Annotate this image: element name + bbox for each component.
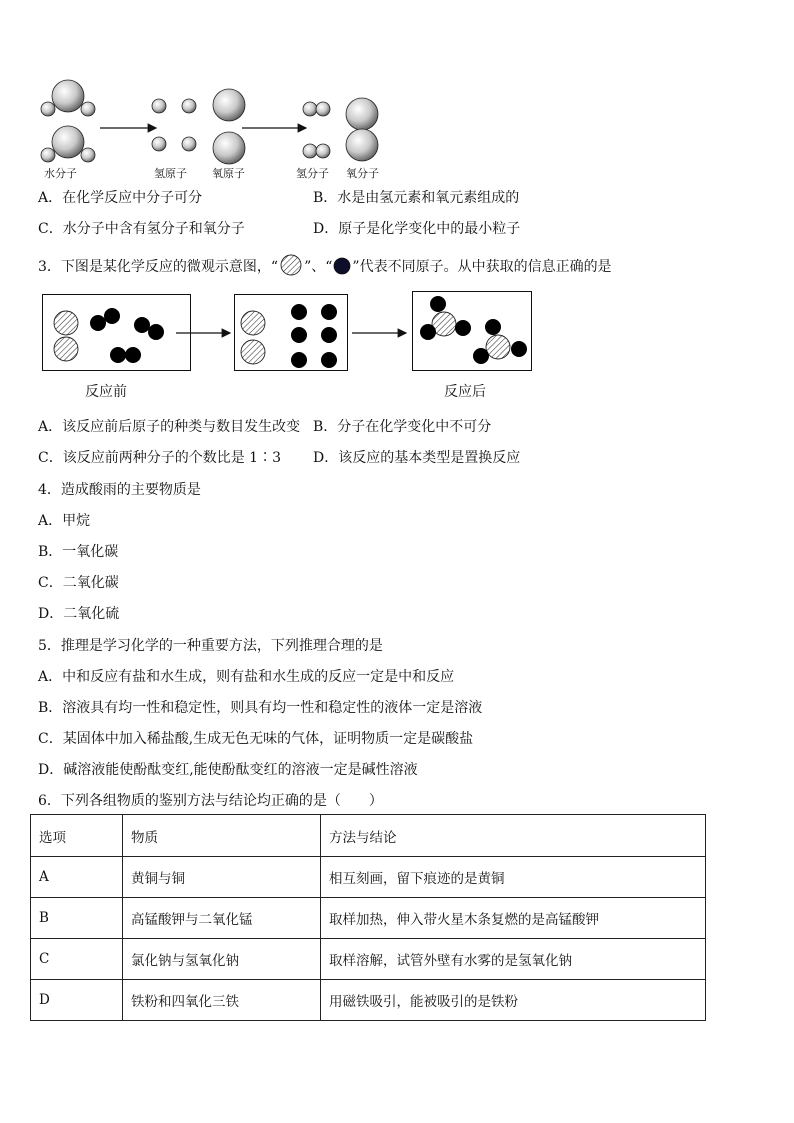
table-header-row <box>31 815 706 857</box>
label-h-molecule: 氢分子 <box>296 167 329 180</box>
q4-option-b: B．一氧化碳 <box>38 544 119 560</box>
label-before: 反应前 <box>85 384 127 400</box>
q4-option-a: A．甲烷 <box>38 513 91 529</box>
oxygen-atoms <box>213 89 245 164</box>
q3-option-d: D．该反应的基本类型是置换反应 <box>313 450 521 466</box>
q5-option-c: C．某固体中加入稀盐酸,生成无色无味的气体，证明物质一定是碳酸盐 <box>38 731 474 747</box>
table-row: A 黄铜与铜 相互刻画，留下痕迹的是黄铜 <box>31 857 706 898</box>
reaction-micro-diagram <box>40 288 540 403</box>
label-after: 反应后 <box>444 384 486 400</box>
q2-option-a: A．在化学反应中分子可分 <box>38 190 203 206</box>
q5-option-d: D．碱溶液能使酚酞变红,能使酚酞变红的溶液一定是碱性溶液 <box>38 762 418 778</box>
hydrogen-molecules <box>303 102 330 158</box>
hatched-atom-icon <box>278 254 304 276</box>
dark-atom-icon <box>332 256 352 276</box>
label-h-atom: 氢原子 <box>154 167 187 180</box>
q4-stem: 4．造成酸雨的主要物质是 <box>38 482 201 498</box>
q2-option-d: D．原子是化学变化中的最小粒子 <box>313 221 521 237</box>
q4-option-d: D．二氧化硫 <box>38 606 120 622</box>
table-row: B 高锰酸钾与二氧化锰 取样加热，伸入带火星木条复燃的是高锰酸钾 <box>31 898 706 939</box>
q6-stem: 6．下列各组物质的鉴别方法与结论均正确的是（ ） <box>38 793 383 809</box>
oxygen-molecule <box>346 98 378 161</box>
label-water: 水分子 <box>44 167 77 180</box>
header-option: 选项 <box>31 815 123 857</box>
table-row: D 铁粉和四氧化三铁 用磁铁吸引，能被吸引的是铁粉 <box>31 980 706 1021</box>
table-row: C 氯化钠与氢氧化钠 取样溶解，试管外壁有水雾的是氢氧化钠 <box>31 939 706 980</box>
header-method: 方法与结论 <box>321 815 706 857</box>
q3-option-c: C．该反应前两种分子的个数比是 1∶3 <box>38 450 281 466</box>
label-o-molecule: 氧分子 <box>346 167 379 180</box>
hydrogen-atoms <box>152 99 196 151</box>
q2-option-b: B．水是由氢元素和氧元素组成的 <box>313 190 520 206</box>
q3-option-a: A．该反应前后原子的种类与数目发生改变 <box>38 419 301 435</box>
q5-option-b: B．溶液具有均一性和稳定性，则具有均一性和稳定性的液体一定是溶液 <box>38 700 483 716</box>
water-decomposition-diagram <box>40 78 390 184</box>
label-o-atom: 氧原子 <box>212 167 245 180</box>
q3-option-b: B．分子在化学变化中不可分 <box>313 419 492 435</box>
q6-table <box>30 814 706 1021</box>
q5-option-a: A．中和反应有盐和水生成，则有盐和水生成的反应一定是中和反应 <box>38 669 455 685</box>
water-molecule-2 <box>41 126 95 162</box>
water-molecule-1 <box>41 80 95 116</box>
q3-stem: 3．下图是某化学反应的微观示意图，“ ”、“ ”代表不同原子。从中获取的信息正确的是 <box>38 254 612 276</box>
q5-stem: 5．推理是学习化学的一种重要方法，下列推理合理的是 <box>38 638 383 654</box>
header-substance: 物质 <box>123 815 321 857</box>
q4-option-c: C．二氧化碳 <box>38 575 119 591</box>
q2-option-c: C．水分子中含有氢分子和氧分子 <box>38 221 245 237</box>
